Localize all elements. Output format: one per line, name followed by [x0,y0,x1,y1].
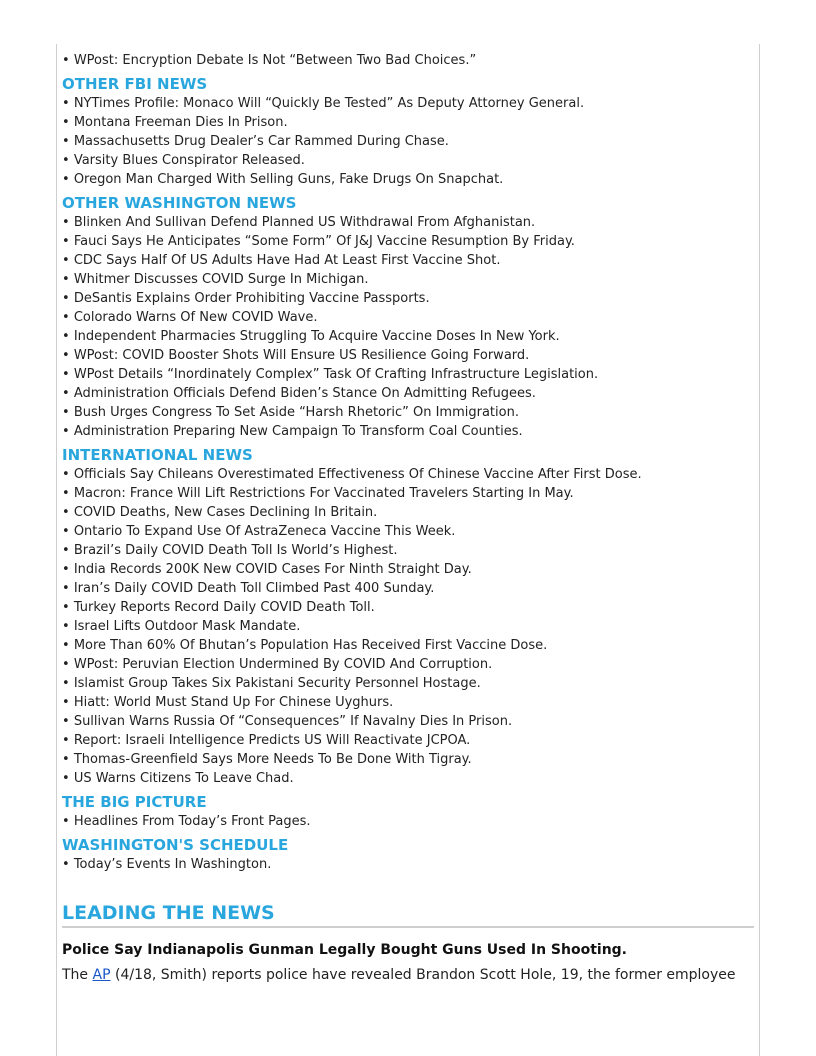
section-heading-big-picture: THE BIG PICTURE [62,793,207,811]
story-text-body: (4/18, Smith) reports police have revealed Brandon Scott Hole, 19, the former employee [110,967,736,983]
list-item[interactable]: • Montana Freeman Dies In Prison. [62,113,754,132]
list-item[interactable]: • Varsity Blues Conspirator Released. [62,151,754,170]
list-item[interactable]: • Oregon Man Charged With Selling Guns, Fake Drugs On Snapchat. [62,170,754,189]
list-item[interactable]: • Administration Preparing New Campaign To Transform Coal Counties. [62,422,754,441]
section-heading-fbi: OTHER FBI NEWS [62,75,208,93]
list-item[interactable]: • Fauci Says He Anticipates “Some Form” Of J&J Vaccine Resumption By Friday. [62,232,754,251]
section-heading-washington: OTHER WASHINGTON NEWS [62,194,297,212]
list-item[interactable]: • Islamist Group Takes Six Pakistani Security Personnel Hostage. [62,674,754,693]
list-item[interactable]: • DeSantis Explains Order Prohibiting Vaccine Passports. [62,289,754,308]
list-item[interactable]: • WPost Details “Inordinately Complex” Task Of Crafting Infrastructure Legislation. [62,365,754,384]
big-picture-list [62,812,754,831]
list-item[interactable]: • Sullivan Warns Russia Of “Consequences” If Navalny Dies In Prison. [62,712,754,731]
list-item[interactable]: • CDC Says Half Of US Adults Have Had At Least First Vaccine Shot. [62,251,754,270]
list-item[interactable]: • Thomas-Greenfield Says More Needs To Be Done With Tigray. [62,750,754,769]
list-item[interactable]: • COVID Deaths, New Cases Declining In Britain. [62,503,754,522]
list-item[interactable]: • Blinken And Sullivan Defend Planned US Withdrawal From Afghanistan. [62,213,754,232]
washington-list [62,213,754,441]
list-item[interactable]: • Today’s Events In Washington. [62,855,754,874]
list-item[interactable]: • Colorado Warns Of New COVID Wave. [62,308,754,327]
list-item[interactable]: • Bush Urges Congress To Set Aside “Harsh Rhetoric” On Immigration. [62,403,754,422]
list-item[interactable]: • WPost: Peruvian Election Undermined By COVID And Corruption. [62,655,754,674]
briefing-content [62,51,754,985]
international-list [62,465,754,788]
section-heading-schedule: WASHINGTON'S SCHEDULE [62,836,289,854]
list-item[interactable]: • WPost: Encryption Debate Is Not “Between Two Bad Choices.” [62,51,754,70]
section-heading-international: INTERNATIONAL NEWS [62,446,253,464]
list-item[interactable]: • Officials Say Chileans Overestimated Effectiveness Of Chinese Vaccine After First Dose. [62,465,754,484]
list-item[interactable]: • Israel Lifts Outdoor Mask Mandate. [62,617,754,636]
story-text [62,965,754,985]
story-headline: Police Say Indianapolis Gunman Legally Bought Guns Used In Shooting. [62,942,627,958]
list-item[interactable]: • Brazil’s Daily COVID Death Toll Is World’s Highest. [62,541,754,560]
list-item[interactable]: • US Warns Citizens To Leave Chad. [62,769,754,788]
list-item[interactable]: • WPost: COVID Booster Shots Will Ensure US Resilience Going Forward. [62,346,754,365]
leading-news-heading: LEADING THE NEWS [62,902,754,928]
schedule-list [62,855,754,874]
list-item[interactable]: • Headlines From Today’s Front Pages. [62,812,754,831]
list-item[interactable]: • More Than 60% Of Bhutan’s Population Has Received First Vaccine Dose. [62,636,754,655]
list-item[interactable]: • Iran’s Daily COVID Death Toll Climbed Past 400 Sunday. [62,579,754,598]
list-item[interactable]: • Massachusetts Drug Dealer’s Car Rammed During Chase. [62,132,754,151]
list-item[interactable]: • Hiatt: World Must Stand Up For Chinese Uyghurs. [62,693,754,712]
list-item[interactable]: • India Records 200K New COVID Cases For Ninth Straight Day. [62,560,754,579]
list-item[interactable]: • Independent Pharmacies Struggling To Acquire Vaccine Doses In New York. [62,327,754,346]
story-text-prefix: The [62,967,93,983]
fbi-list [62,94,754,189]
list-item[interactable]: • Turkey Reports Record Daily COVID Death Toll. [62,598,754,617]
list-item[interactable]: • Report: Israeli Intelligence Predicts US Will Reactivate JCPOA. [62,731,754,750]
list-item[interactable]: • Ontario To Expand Use Of AstraZeneca Vaccine This Week. [62,522,754,541]
list-item[interactable]: • Whitmer Discusses COVID Surge In Michigan. [62,270,754,289]
source-link[interactable]: AP [92,967,111,983]
top-list [62,51,754,70]
list-item[interactable]: • Macron: France Will Lift Restrictions For Vaccinated Travelers Starting In May. [62,484,754,503]
list-item[interactable]: • Administration Officials Defend Biden’s Stance On Admitting Refugees. [62,384,754,403]
list-item[interactable]: • NYTimes Profile: Monaco Will “Quickly Be Tested” As Deputy Attorney General. [62,94,754,113]
